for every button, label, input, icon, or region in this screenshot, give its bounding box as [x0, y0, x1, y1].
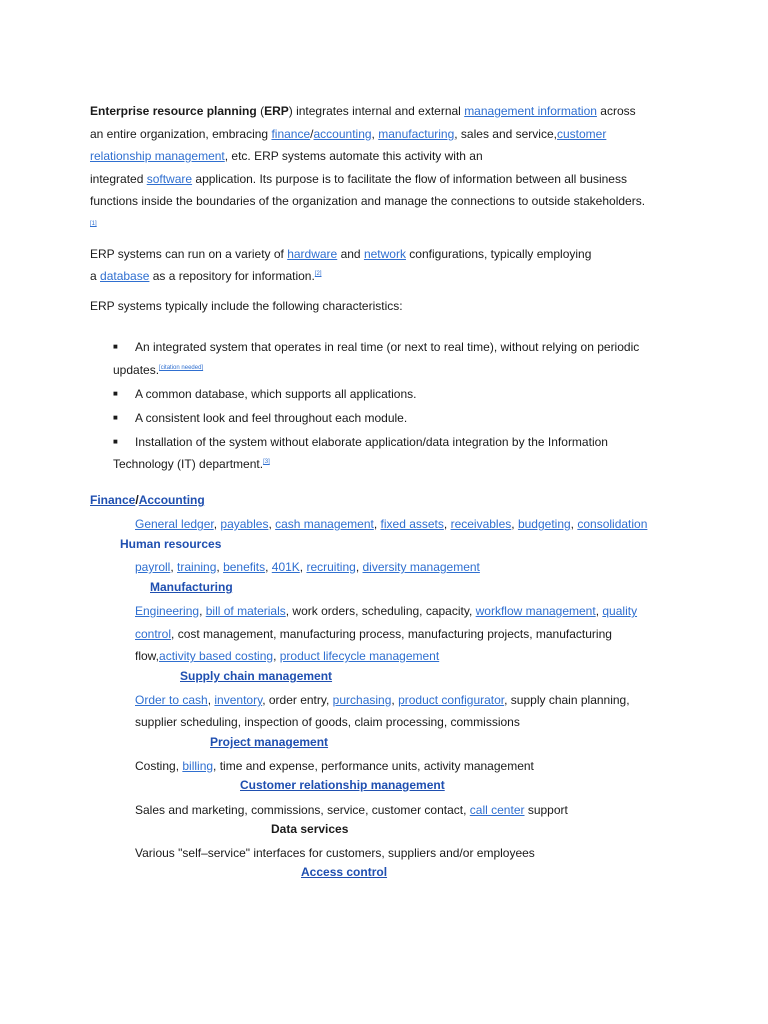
link-product-configurator[interactable]: product configurator	[398, 693, 505, 707]
intro-line-1: Enterprise resource planning (ERP) integrates internal and external management information across	[90, 104, 636, 118]
link-training[interactable]: training	[177, 560, 217, 574]
link-recruiting[interactable]: recruiting	[306, 560, 356, 574]
link-network[interactable]: network	[363, 247, 406, 261]
heading-project-management	[210, 735, 328, 749]
link-quality-control-2[interactable]: control	[135, 627, 172, 641]
para3: ERP systems typically include the following characteristics:	[90, 299, 403, 313]
ref-1[interactable]: [1]	[90, 221, 97, 227]
link-fixed-assets[interactable]: fixed assets	[380, 517, 444, 531]
heading-crm	[240, 778, 445, 792]
link-access-control[interactable]: Access control	[301, 865, 388, 879]
heading-access-control	[301, 865, 387, 879]
para2-line-2: a database as a repository for information.[2]	[90, 269, 322, 283]
erp-abbr: ERP	[264, 104, 289, 118]
link-customer-relationship-2[interactable]: relationship management	[90, 149, 225, 163]
link-manufacturing-heading[interactable]: Manufacturing	[150, 580, 233, 594]
scm-line-2: supplier scheduling, inspection of goods, claim processing, commissions	[135, 715, 520, 729]
link-customer-relationship-1[interactable]: customer	[556, 127, 607, 141]
bullet-1-line-2: updates.[citation needed]	[113, 363, 204, 377]
link-activity-based-costing[interactable]: activity based costing	[159, 649, 274, 663]
hr-items: payroll, training, benefits, 401K, recruiting, diversity management	[135, 560, 480, 574]
link-manufacturing[interactable]: manufacturing	[378, 127, 455, 141]
intro-line-3: relationship management, etc. ERP systems automate this activity with an	[90, 149, 483, 163]
link-401k[interactable]: 401K	[271, 560, 300, 574]
heading-human-resources	[120, 537, 221, 551]
link-hardware[interactable]: hardware	[287, 247, 338, 261]
link-bill-of-materials[interactable]: bill of materials	[205, 604, 286, 618]
intro-line-2: an entire organization, embracing finance/accounting, manufacturing, sales and service,customer	[90, 127, 607, 141]
link-purchasing[interactable]: purchasing	[332, 693, 392, 707]
bullet-icon: ■	[113, 342, 118, 351]
link-general-ledger[interactable]: General ledger	[135, 517, 214, 531]
intro-line-5: functions inside the boundaries of the organization and manage the connections to outside stakeholders.	[90, 194, 646, 208]
link-billing[interactable]: billing	[182, 759, 214, 773]
link-database[interactable]: database	[100, 269, 150, 283]
heading-supply-chain	[180, 669, 332, 683]
link-workflow-management[interactable]: workflow management	[475, 604, 596, 618]
ref-2[interactable]: [2]	[314, 271, 322, 277]
link-receivables[interactable]: receivables	[450, 517, 512, 531]
manufacturing-line-1: Engineering, bill of materials, work orders, scheduling, capacity, workflow management, quality	[135, 604, 638, 618]
link-finance-heading[interactable]: Finance	[90, 493, 136, 507]
scm-line-1: Order to cash, inventory, order entry, purchasing, product configurator, supply chain planning,	[135, 693, 630, 707]
ref-3[interactable]: [3]	[263, 459, 270, 465]
link-management-information[interactable]: management information	[464, 104, 597, 118]
erp-term: Enterprise resource planning	[90, 104, 257, 118]
link-engineering[interactable]: Engineering	[135, 604, 200, 618]
link-finance[interactable]: finance	[271, 127, 311, 141]
link-benefits[interactable]: benefits	[223, 560, 266, 574]
heading-data-services: Data services	[271, 822, 349, 836]
link-customer-relationship-management[interactable]: Customer relationship management	[240, 778, 445, 792]
link-diversity-management[interactable]: diversity management	[362, 560, 480, 574]
heading-finance-accounting: Finance/Accounting	[90, 493, 205, 507]
intro-line-4: integrated software application. Its purpose is to facilitate the flow of information between all business	[90, 172, 627, 186]
link-order-to-cash[interactable]: Order to cash	[135, 693, 208, 707]
link-accounting[interactable]: accounting	[313, 127, 372, 141]
link-project-management[interactable]: Project management	[210, 735, 329, 749]
citation-needed[interactable]: [citation needed]	[159, 365, 204, 371]
link-supply-chain-management[interactable]: Supply chain management	[180, 669, 333, 683]
link-quality-control-1[interactable]: quality	[602, 604, 638, 618]
bullet-4-line-1: Installation of the system without elaborate application/data integration by the Information	[135, 435, 608, 449]
crm-line-1: Sales and marketing, commissions, service, customer contact, call center support	[135, 803, 568, 817]
link-human-resources[interactable]: Human resources	[120, 537, 222, 551]
bullet-icon: ■	[113, 413, 118, 422]
link-inventory[interactable]: inventory	[214, 693, 263, 707]
bullet-2: A common database, which supports all applications.	[135, 387, 417, 401]
link-accounting-heading[interactable]: Accounting	[138, 493, 205, 507]
bullet-3: A consistent look and feel throughout each module.	[135, 411, 408, 425]
finance-items: General ledger, payables, cash management, fixed assets, receivables, budgeting, consolidation	[135, 517, 648, 531]
pm-line-1: Costing, billing, time and expense, performance units, activity management	[135, 759, 534, 773]
link-payroll[interactable]: payroll	[135, 560, 171, 574]
link-budgeting[interactable]: budgeting	[517, 517, 571, 531]
ds-line-1: Various "self–service" interfaces for customers, suppliers and/or employees	[135, 846, 535, 860]
para2-line-1: ERP systems can run on a variety of hardware and network configurations, typically employing	[90, 247, 592, 261]
bullet-1-line-1: An integrated system that operates in real time (or next to real time), without relying on periodic	[135, 340, 640, 354]
link-software[interactable]: software	[146, 172, 193, 186]
bullet-icon: ■	[113, 389, 118, 398]
bullet-4-line-2: Technology (IT) department.[3]	[113, 457, 270, 471]
link-consolidation[interactable]: consolidation	[577, 517, 648, 531]
manufacturing-line-3: flow,activity based costing, product lifecycle management	[135, 649, 440, 663]
heading-manufacturing	[150, 580, 233, 594]
manufacturing-line-2: control, cost management, manufacturing process, manufacturing projects, manufacturing	[135, 627, 612, 641]
link-call-center[interactable]: call center	[469, 803, 525, 817]
link-cash-management[interactable]: cash management	[275, 517, 374, 531]
bullet-icon: ■	[113, 437, 118, 446]
link-payables[interactable]: payables	[220, 517, 269, 531]
link-product-lifecycle-management[interactable]: product lifecycle management	[279, 649, 440, 663]
